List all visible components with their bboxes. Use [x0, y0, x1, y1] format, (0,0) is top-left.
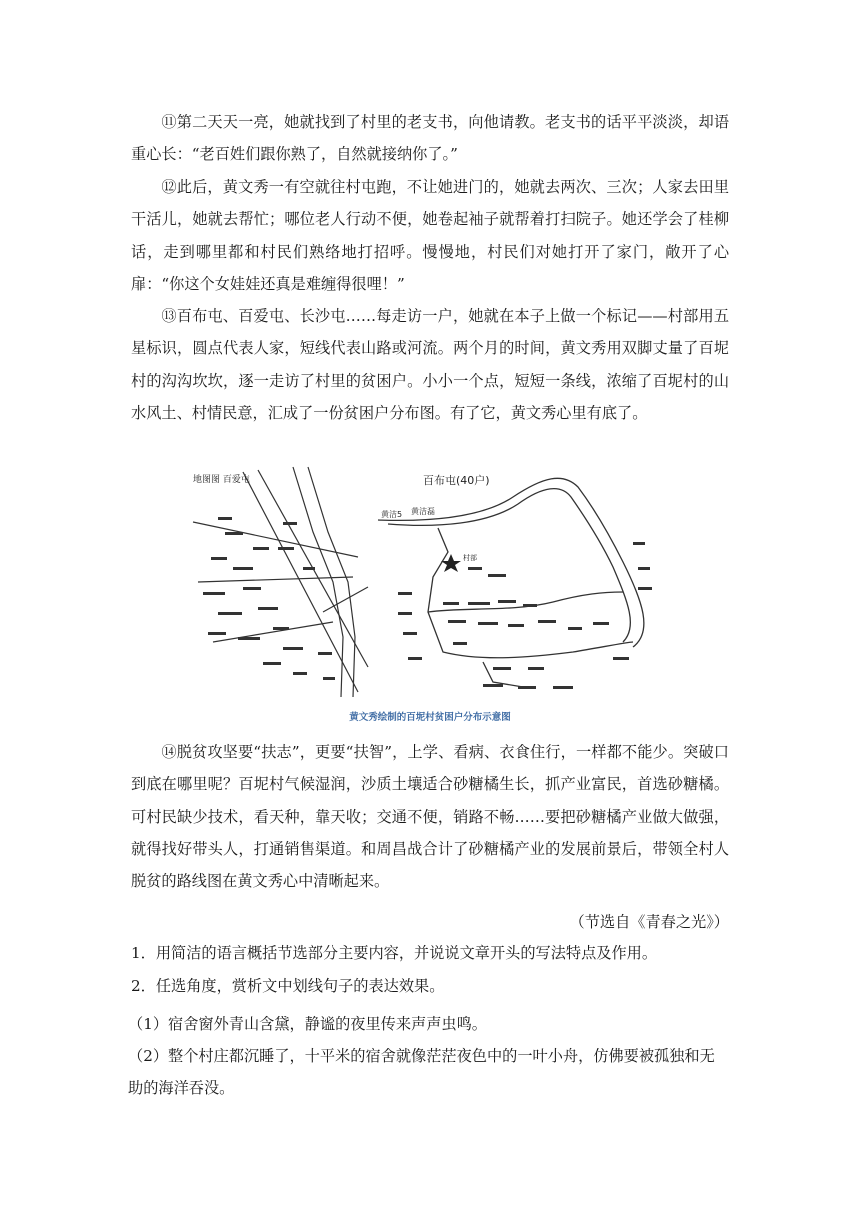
question-2-item-1: （1）宿舍窗外青山含黛，静谧的夜里传来声声虫鸣。	[128, 1015, 487, 1033]
paragraph-11: ⑪第二天天一亮，她就找到了村里的老支书，向他请教。老支书的话平平淡淡，却语重心长：“老百姓们跟你熟了，自然就接纳你了。”	[131, 113, 729, 164]
question-1: 1．用简洁的语言概括节选部分主要内容，并说说文章开头的写法特点及作用。	[131, 944, 658, 962]
left-map-heading: 地图图 百爱屯	[193, 475, 250, 485]
right-map-heading: 百布屯(40户)	[423, 474, 490, 487]
left-map-households	[203, 517, 335, 680]
right-map-label-2: 黄洁磊	[411, 507, 435, 516]
paragraph-12: ⑫此后，黄文秀一有空就往村屯跑，不让她进门的，她就去两次、三次；人家去田里干活儿，她就去帮忙；哪位老人行动不便，她卷起袖子就帮着打扫院子。她还学会了桂柳话，走到哪里都和村民们熟络地打招呼。慢慢地，村民们对她打开了家门，敞开了心扉：“你这个女娃娃还真是难缠得很哩！”	[131, 178, 729, 293]
figure-caption: 黄文秀绘制的百坭村贫困户分布示意图	[349, 712, 511, 723]
source-citation: （节选自《青春之光》）	[569, 913, 729, 931]
right-map-label-3: 村部	[463, 554, 477, 562]
village-office-star	[441, 554, 461, 572]
question-2-item-2: （2）整个村庄都沉睡了，十平米的宿舍就像茫茫夜色中的一叶小舟，仿佛要被孤独和无助的海洋吞没。	[128, 1047, 715, 1097]
right-map-households	[398, 542, 652, 689]
right-map-label-1: 黄洁5	[381, 510, 403, 519]
question-2: 2．任选角度，赏析文中划线句子的表达效果。	[131, 977, 445, 995]
paragraph-14: ⑭脱贫攻坚要“扶志”，更要“扶智”，上学、看病、衣食住行，一样都不能少。突破口到底在哪里呢？百坭村气候湿润，沙质土壤适合砂糖橘生长，抓产业富民，首选砂糖橘。可村民缺少技术，看天种，靠天收；交通不便，销路不畅……要把砂糖橘产业做大做强，就得找好带头人，打通销售渠道。和周昌战合计了砂糖橘产业的发展前景后，带领全村人脱贫的路线图在黄文秀心中清晰起来。	[131, 743, 729, 891]
poverty-map-figure	[183, 462, 678, 700]
paragraph-13: ⑬百布屯、百爱屯、长沙屯……每走访一户，她就在本子上做一个标记——村部用五星标识，圆点代表人家，短线代表山路或河流。两个月的时间，黄文秀用双脚丈量了百坭村的沟沟坎坎，逐一走访了村里的贫困户。小小一个点，短短一条线，浓缩了百坭村的山水风土、村情民意，汇成了一份贫困户分布图。有了它，黄文秀心里有底了。	[131, 307, 729, 422]
hand-drawn-map-image	[183, 462, 678, 700]
